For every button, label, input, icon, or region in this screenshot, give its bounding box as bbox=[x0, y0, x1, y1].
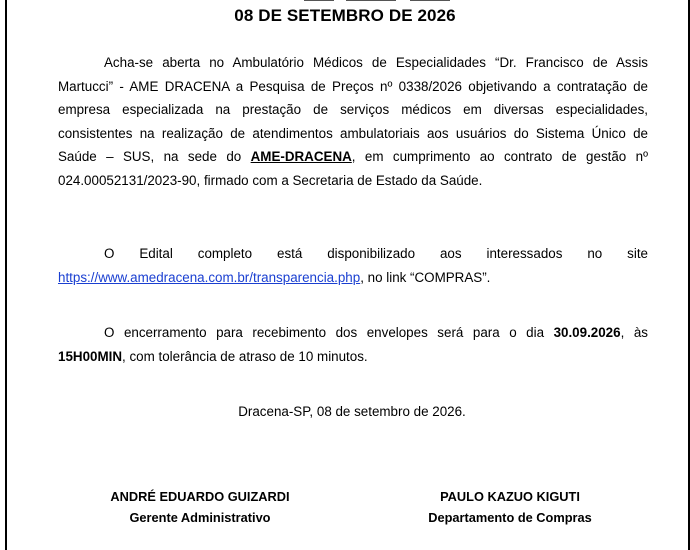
signature-block-left bbox=[100, 486, 300, 528]
place-and-date: Dracena-SP, 08 de setembro de 2026. bbox=[238, 404, 466, 419]
paragraph-text: O Edital completo está disponibilizado aos interessados no site bbox=[104, 246, 648, 261]
institution-name: AME-DRACENA bbox=[250, 149, 352, 164]
signature-block-right bbox=[410, 486, 610, 528]
notice-paragraph-deadline bbox=[58, 321, 648, 368]
signatory-role: Gerente Administrativo bbox=[129, 510, 271, 525]
paragraph-text: Acha-se aberta no Ambulatório Médicos de Especialidades “Dr. Francisco de Assis Martucci” - AME DRACENA a Pesquisa de Preços nº 0338/2026 objetivando a contratação de empresa especializada na prestação de serviços médicos em diversas especialidades, consistentes na realização de atendimentos ambulatoriais aos usuários do Sistema Único de Saúde – SUS, na sede do bbox=[58, 55, 648, 164]
transparency-link[interactable]: https://www.amedracena.com.br/transparencia.php bbox=[58, 269, 361, 285]
signatory-role: Departamento de Compras bbox=[428, 510, 592, 525]
notice-paragraph-main bbox=[58, 51, 648, 192]
signatory-name: PAULO KAZUO KIGUTI bbox=[440, 489, 580, 504]
paragraph-text: , às bbox=[620, 325, 648, 340]
cropped-heading-remnant bbox=[300, 0, 460, 2]
deadline-date: 30.09.2026 bbox=[553, 325, 621, 340]
notice-paragraph-edital bbox=[58, 242, 648, 289]
page-border-left bbox=[5, 0, 7, 550]
paragraph-text: O encerramento para recebimento dos envelopes será para o dia bbox=[104, 325, 554, 340]
deadline-time: 15H00MIN bbox=[58, 348, 123, 364]
signatory-name: ANDRÉ EDUARDO GUIZARDI bbox=[110, 489, 290, 504]
paragraph-text: , em cumprimento ao contrato de gestão nº 024.00052131/2023-90, firmado com a Secretaria de Estado da Saúde. bbox=[58, 149, 648, 188]
paragraph-text: , com tolerância de atraso de 10 minutos. bbox=[122, 348, 368, 364]
notice-date-title: 08 DE SETEMBRO DE 2026 bbox=[234, 6, 456, 25]
paragraph-text: , no link “COMPRAS”. bbox=[360, 269, 491, 285]
